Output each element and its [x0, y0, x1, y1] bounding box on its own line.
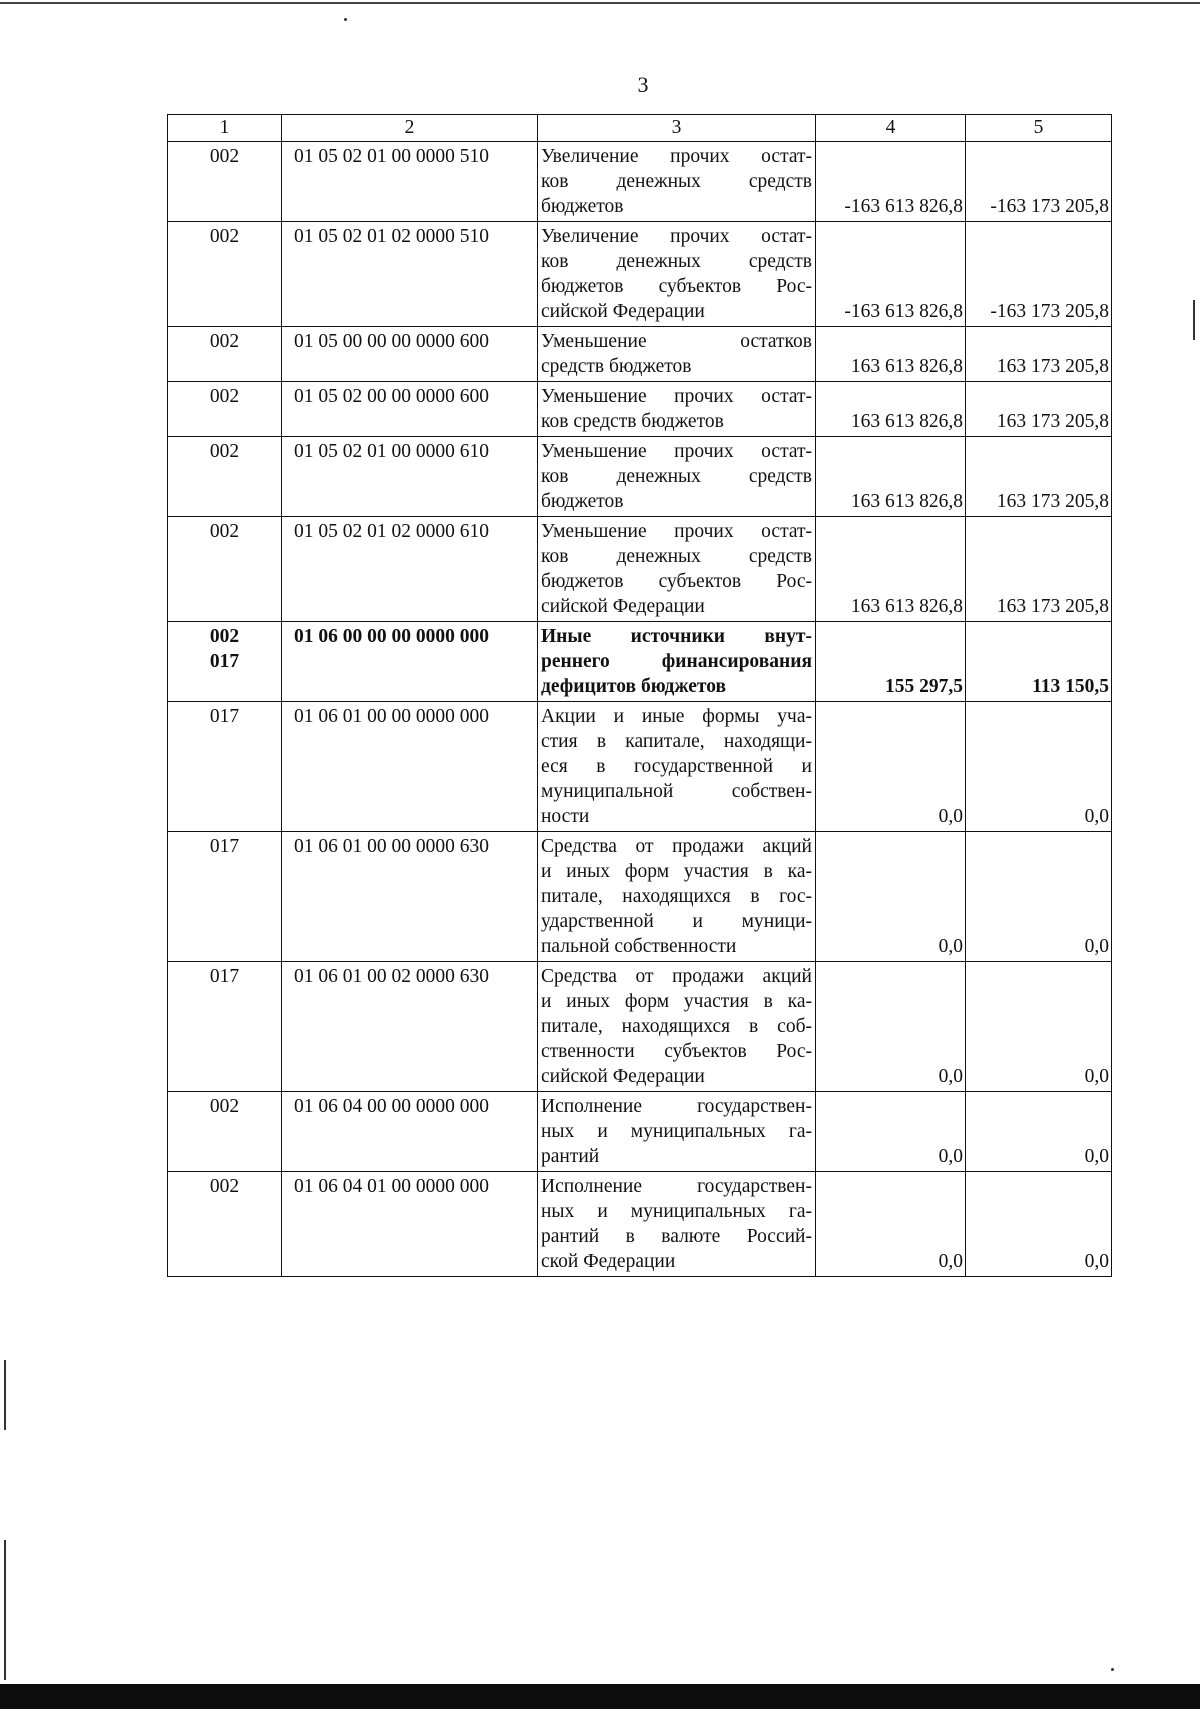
admin-code-cell	[168, 437, 282, 517]
description-line: ков денежных средств	[541, 546, 812, 567]
description-cell	[538, 622, 816, 702]
description-line: Средства от продажи акций	[541, 966, 812, 987]
description-line: еся в государственной и	[541, 756, 812, 777]
description-line: рантий в валюте Россий-	[541, 1226, 812, 1247]
header-col-1: 1	[168, 115, 282, 142]
description-line: бюджетов	[541, 491, 624, 512]
description-line: рантий	[541, 1146, 600, 1167]
description-line: ков денежных средств	[541, 466, 812, 487]
budget-code-cell: 01 06 04 01 00 0000 000	[282, 1172, 538, 1277]
description-line: сийской Федерации	[541, 1066, 705, 1087]
budget-code-cell: 01 05 02 01 02 0000 610	[282, 517, 538, 622]
value-col-4-cell: 163 613 826,8	[816, 327, 966, 382]
admin-code: 002	[209, 146, 240, 167]
value-col-4-cell: 163 613 826,8	[816, 382, 966, 437]
admin-code-cell	[168, 142, 282, 222]
description-line: средств бюджетов	[541, 356, 692, 377]
table-header-row	[168, 115, 1112, 142]
scan-speck	[1111, 1668, 1114, 1671]
table-body	[168, 115, 1112, 1277]
value-col-4-cell: 0,0	[816, 702, 966, 832]
value-col-5-cell: 163 173 205,8	[966, 327, 1112, 382]
value-col-4-cell: 163 613 826,8	[816, 437, 966, 517]
budget-code-cell: 01 06 01 00 02 0000 630	[282, 962, 538, 1092]
value-col-5-cell: 163 173 205,8	[966, 517, 1112, 622]
budget-code-cell: 01 06 00 00 00 0000 000	[282, 622, 538, 702]
value-col-4-cell: 0,0	[816, 1092, 966, 1172]
value-col-5-cell: -163 173 205,8	[966, 222, 1112, 327]
budget-code-cell: 01 06 01 00 00 0000 000	[282, 702, 538, 832]
description-line: питале, находящихся в соб-	[541, 1016, 812, 1037]
value-col-5-cell: 0,0	[966, 832, 1112, 962]
table-row	[168, 437, 1112, 517]
scan-bottom-bar	[0, 1684, 1200, 1709]
value-col-5-cell: 163 173 205,8	[966, 382, 1112, 437]
description-line: стия в капитале, находящи-	[541, 731, 812, 752]
scan-speck	[344, 18, 347, 21]
value-col-5-cell: 0,0	[966, 702, 1112, 832]
table-row	[168, 222, 1112, 327]
description-line: реннего финансирования	[541, 651, 812, 672]
description-cell	[538, 142, 816, 222]
value-col-5-cell: 0,0	[966, 1172, 1112, 1277]
page-number: 3	[637, 72, 649, 97]
description-line: ков денежных средств	[541, 171, 812, 192]
budget-code-cell: 01 05 02 01 00 0000 610	[282, 437, 538, 517]
admin-code: 002	[209, 626, 240, 647]
description-cell	[538, 1092, 816, 1172]
table-row	[168, 702, 1112, 832]
description-line: сийской Федерации	[541, 301, 705, 322]
admin-code: 002	[209, 226, 240, 247]
value-col-4-cell: 155 297,5	[816, 622, 966, 702]
admin-code-cell	[168, 327, 282, 382]
description-cell	[538, 382, 816, 437]
admin-code: 002	[209, 386, 240, 407]
budget-code-cell: 01 05 02 01 02 0000 510	[282, 222, 538, 327]
description-line: Акции и иные формы уча-	[541, 706, 812, 727]
description-line: муниципальной собствен-	[541, 781, 812, 802]
description-line: ности	[541, 806, 590, 827]
scan-edge-mark	[4, 1360, 6, 1430]
description-line: и иных форм участия в ка-	[541, 991, 812, 1012]
admin-code-cell	[168, 622, 282, 702]
description-line: ных и муниципальных га-	[541, 1121, 812, 1142]
value-col-4-cell: 0,0	[816, 1172, 966, 1277]
table-row	[168, 832, 1112, 962]
description-line: Средства от продажи акций	[541, 836, 812, 857]
budget-code-cell: 01 06 01 00 00 0000 630	[282, 832, 538, 962]
description-line: Исполнение государствен-	[541, 1176, 812, 1197]
admin-code-cell	[168, 382, 282, 437]
table-row	[168, 622, 1112, 702]
admin-code-cell	[168, 702, 282, 832]
table-row	[168, 327, 1112, 382]
value-col-4-cell: -163 613 826,8	[816, 142, 966, 222]
value-col-4-cell: 0,0	[816, 962, 966, 1092]
admin-code-cell	[168, 517, 282, 622]
description-line: Уменьшение прочих остат-	[541, 386, 812, 407]
description-line: и иных форм участия в ка-	[541, 861, 812, 882]
value-col-4-cell: 163 613 826,8	[816, 517, 966, 622]
value-col-5-cell: 163 173 205,8	[966, 437, 1112, 517]
header-col-4: 4	[816, 115, 966, 142]
description-line: бюджетов субъектов Рос-	[541, 571, 812, 592]
admin-code: 002	[209, 521, 240, 542]
admin-code-cell	[168, 222, 282, 327]
description-line: дефицитов бюджетов	[541, 676, 727, 697]
table-row	[168, 1092, 1112, 1172]
description-cell	[538, 517, 816, 622]
header-col-2: 2	[282, 115, 538, 142]
value-col-5-cell: 113 150,5	[966, 622, 1112, 702]
admin-code-cell	[168, 832, 282, 962]
description-line: ных и муниципальных га-	[541, 1201, 812, 1222]
scan-edge-mark	[1193, 300, 1195, 340]
description-cell	[538, 1172, 816, 1277]
budget-code-cell: 01 05 02 01 00 0000 510	[282, 142, 538, 222]
description-line: пальной собственности	[541, 936, 737, 957]
description-line: Иные источники внут-	[541, 626, 812, 647]
admin-code: 002	[209, 331, 240, 352]
table-row	[168, 142, 1112, 222]
admin-code: 017	[209, 651, 240, 672]
header-col-3: 3	[538, 115, 816, 142]
description-cell	[538, 437, 816, 517]
description-cell	[538, 962, 816, 1092]
description-line: Исполнение государствен-	[541, 1096, 812, 1117]
description-line: Уменьшение прочих остат-	[541, 521, 812, 542]
admin-code-cell	[168, 1172, 282, 1277]
admin-code-cell	[168, 1092, 282, 1172]
description-line: ков средств бюджетов	[541, 411, 724, 432]
description-line: ской Федерации	[541, 1251, 676, 1272]
admin-code: 002	[209, 1096, 240, 1117]
value-col-4-cell: -163 613 826,8	[816, 222, 966, 327]
description-line: Уменьшение прочих остат-	[541, 441, 812, 462]
description-cell	[538, 327, 816, 382]
description-line: Увеличение прочих остат-	[541, 146, 812, 167]
description-line: питале, находящихся в гос-	[541, 886, 812, 907]
admin-code: 017	[209, 706, 240, 727]
budget-code-cell: 01 06 04 00 00 0000 000	[282, 1092, 538, 1172]
table-row	[168, 517, 1112, 622]
budget-code-cell: 01 05 02 00 00 0000 600	[282, 382, 538, 437]
scan-edge-mark	[4, 1540, 6, 1680]
description-line: ударственной и муници-	[541, 911, 812, 932]
sources-table	[167, 114, 1112, 1277]
description-cell	[538, 702, 816, 832]
description-line: бюджетов субъектов Рос-	[541, 276, 812, 297]
description-line: ков денежных средств	[541, 251, 812, 272]
value-col-5-cell: 0,0	[966, 962, 1112, 1092]
admin-code: 017	[209, 966, 240, 987]
description-cell	[538, 832, 816, 962]
description-line: сийской Федерации	[541, 596, 705, 617]
scan-top-rule	[0, 2, 1200, 4]
admin-code: 017	[209, 836, 240, 857]
description-line: ственности субъектов Рос-	[541, 1041, 812, 1062]
table-row	[168, 382, 1112, 437]
budget-code-cell: 01 05 00 00 00 0000 600	[282, 327, 538, 382]
value-col-4-cell: 0,0	[816, 832, 966, 962]
admin-code: 002	[209, 441, 240, 462]
description-line: Увеличение прочих остат-	[541, 226, 812, 247]
admin-code-cell	[168, 962, 282, 1092]
description-cell	[538, 222, 816, 327]
table-row	[168, 1172, 1112, 1277]
description-line: Уменьшение остатков	[541, 331, 812, 352]
description-line: бюджетов	[541, 196, 624, 217]
value-col-5-cell: 0,0	[966, 1092, 1112, 1172]
value-col-5-cell: -163 173 205,8	[966, 142, 1112, 222]
admin-code: 002	[209, 1176, 240, 1197]
table-row	[168, 962, 1112, 1092]
header-col-5: 5	[966, 115, 1112, 142]
